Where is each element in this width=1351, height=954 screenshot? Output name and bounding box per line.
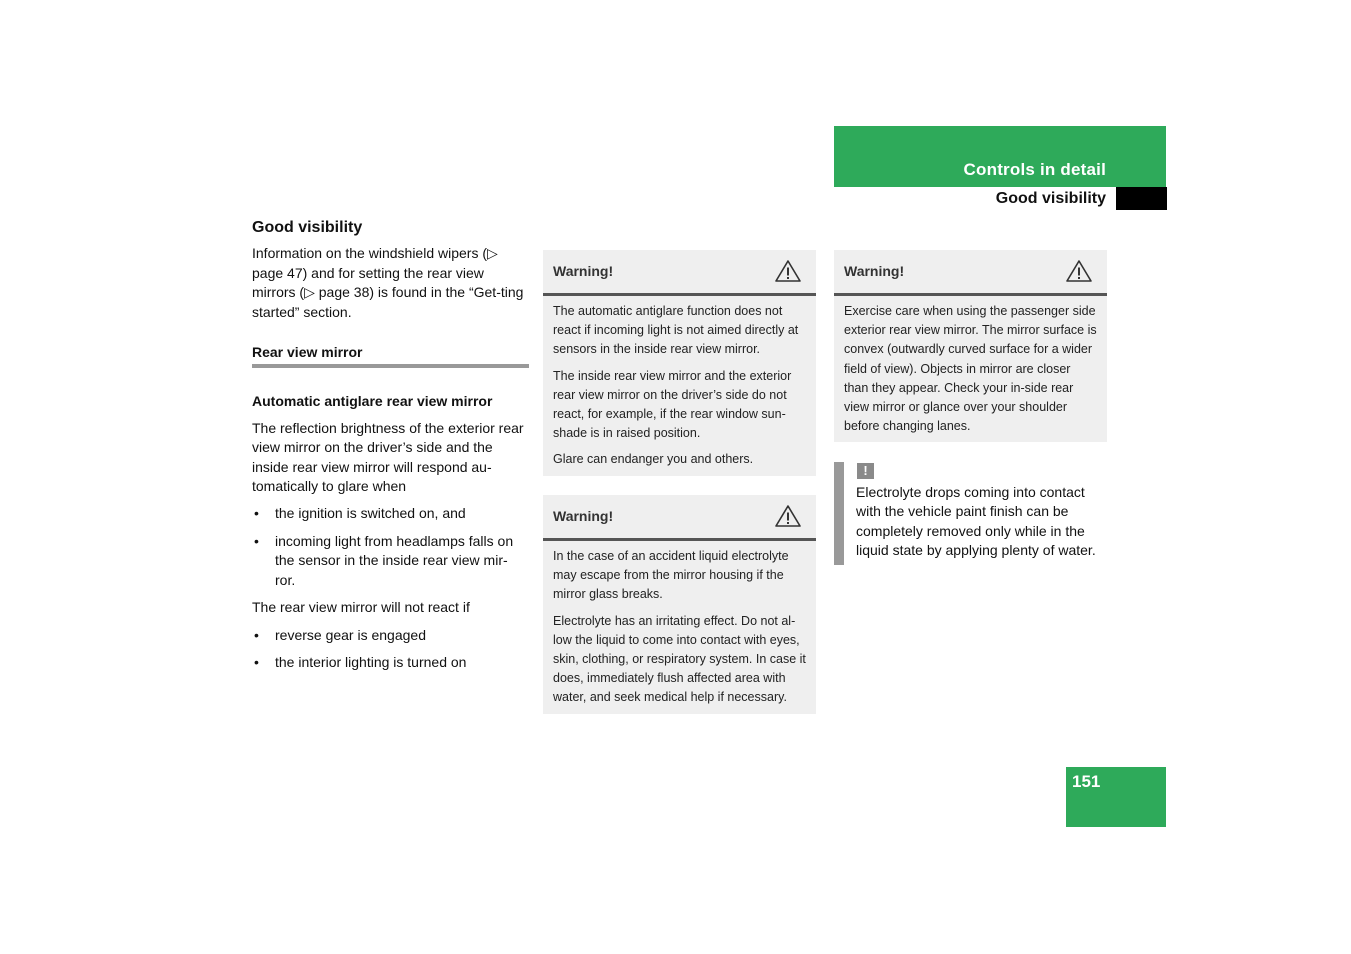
subheading-rule [252,364,529,368]
page-title: Good visibility [252,219,363,236]
list-item: • the ignition is switched on, and [252,504,527,523]
warning-box-convex-mirror [834,250,1107,442]
note-box [834,462,1108,565]
section-title: Good visibility [995,190,1106,207]
list-item: • reverse gear is engaged [252,626,527,645]
warning-body [543,541,816,714]
warning-triangle-icon [774,504,802,528]
note-text: Electrolyte drops coming into contact with the vehicle paint finish can be completely removed only while in the liquid state by applying plenty of water. [856,484,1096,559]
warning-box-electrolyte [543,495,816,714]
warning-paragraph: In the case of an accident liquid electrolyte may escape from the mirror housing if the mirror glass breaks. [553,549,789,602]
page-number-box [1066,767,1166,827]
warning-paragraph: Glare can endanger you and others. [553,452,754,467]
warning-title: Warning! [553,263,614,279]
main-column [252,218,527,680]
page-number: 151 [1072,772,1101,791]
warning-paragraph: The inside rear view mirror and the exterior rear view mirror on the driver’s side do not react, for example, if the rear window sun-shade is in raised position. [553,368,792,441]
warning-paragraph: The automatic antiglare function does not react if incoming light is not aimed directly at sensors in the inside rear view mirror. [553,304,799,357]
subheading: Rear view mirror [252,344,363,361]
warning-paragraph: Electrolyte has an irritating effect. Do not al-low the liquid to come into contact with eyes, skin, clothing, or respiratory system. In case it does, immediately flush affected area with water, and seek medical help if necessary. [553,613,806,705]
warning-header [543,250,816,296]
warning-header [834,250,1107,296]
warning-body [543,296,816,476]
subsubheading: Automatic antiglare rear view mirror [252,393,493,410]
intro-paragraph: Information on the windshield wipers (▷ page 47) and for setting the rear view mirrors (▷ page 38) is found in the “Get-ting started” section. [252,245,524,320]
chapter-header [834,126,1166,187]
bullet-list-1 [252,504,527,590]
warning-body [834,296,1107,442]
paragraph-1: The reflection brightness of the exterior rear view mirror on the driver’s side and the inside rear view mirror will respond au-tomatically to glare when [252,419,524,495]
list-item: • incoming light from headlamps falls on the sensor in the inside rear view mir-ror. [252,532,527,590]
warning-title: Warning! [844,263,905,279]
warning-box-antiglare [543,250,816,476]
section-marker [1116,187,1167,210]
list-item: • the interior lighting is turned on [252,653,527,672]
chapter-title: Controls in detail [963,160,1106,179]
warning-header [543,495,816,541]
warning-triangle-icon [774,259,802,283]
note-bar [834,462,844,565]
warning-paragraph: Exercise care when using the passenger side exterior rear view mirror. The mirror surface is convex (outwardly curved surface for a wider field of view). Objects in mirror are closer than they appear. Check your in-side rear view mirror or glance over your shoulder before changing lanes. [844,304,1097,434]
exclamation-icon: ! [857,463,874,479]
bullet-list-2 [252,626,527,673]
paragraph-2: The rear view mirror will not react if [252,599,470,616]
warning-triangle-icon [1065,259,1093,283]
warning-title: Warning! [553,508,614,524]
